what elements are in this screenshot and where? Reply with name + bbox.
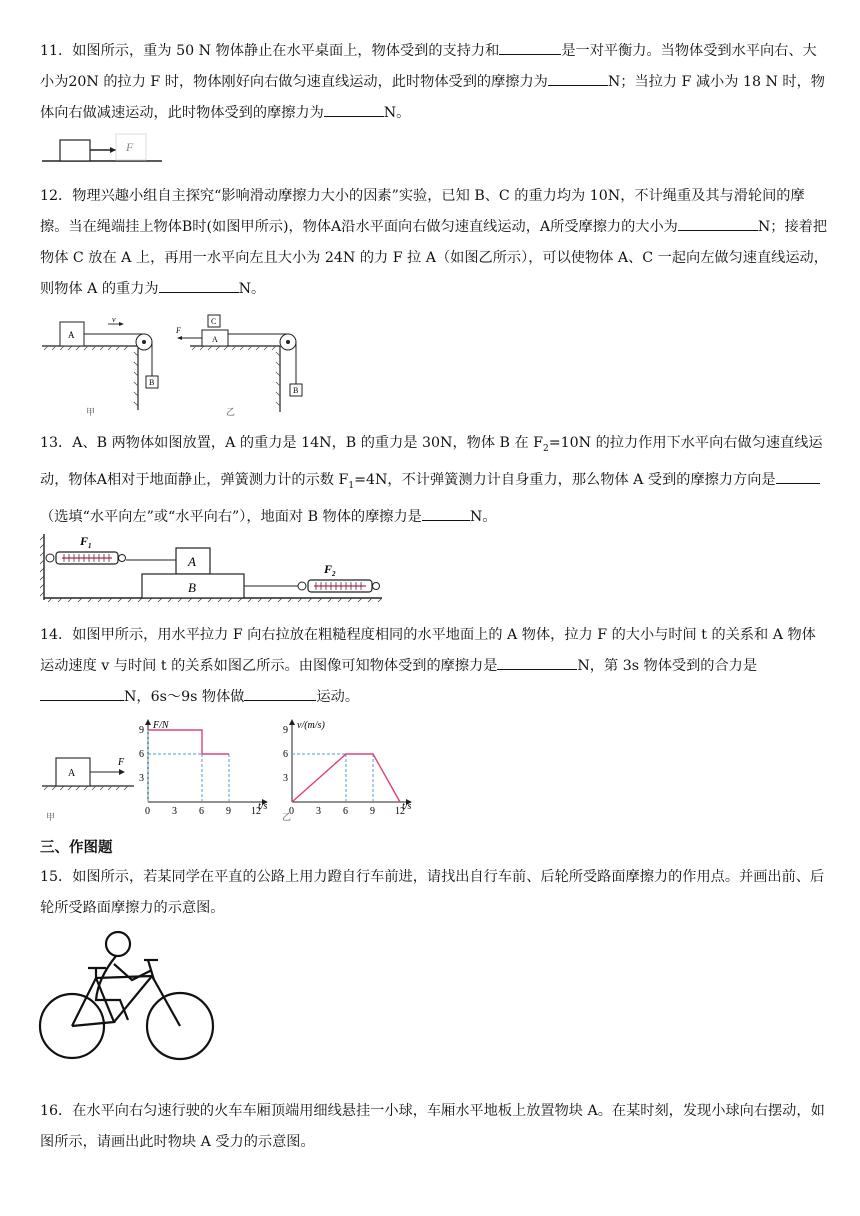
answer-blank[interactable]	[548, 71, 608, 86]
question-11: 11．如图所示，重为 50 N 物体静止在水平桌面上，物体受到的支持力和 是一对平衡力。当物体受到水平向右、大小为20N 的拉力 F 时，物体刚好向右做匀速直线运动，此时物体受到的摩擦力为 N；当拉力 F 减小为 18 N 时，物体向右做减速运动，此时物体受到的摩擦力为 N。	[40, 36, 830, 129]
x-tick-label: 3	[172, 806, 177, 817]
x-axis-label: t/s	[402, 801, 412, 812]
answer-blank[interactable]	[776, 469, 820, 484]
block-a-label: A	[188, 554, 196, 569]
x-tick-label: 6	[199, 806, 204, 817]
force-f1-label: $F_1$	[80, 534, 92, 550]
y-tick-label: 3	[283, 773, 288, 784]
q14-figure	[40, 716, 420, 824]
answer-blank[interactable]	[244, 686, 316, 701]
block-b-label: B	[149, 378, 155, 387]
y-tick-label: 6	[139, 749, 144, 760]
x-tick-label: 9	[370, 806, 375, 817]
y-tick-label: 3	[139, 773, 144, 784]
q12-figure	[40, 312, 340, 418]
fig-caption-yi: 乙	[282, 812, 292, 822]
force-f2-label: $F_2$	[324, 562, 336, 578]
force-time-graph	[139, 719, 268, 817]
series-line	[148, 730, 229, 754]
answer-blank[interactable]	[497, 655, 577, 670]
x-tick-label: 0	[145, 806, 150, 817]
x-tick-label: 0	[289, 806, 294, 817]
force-label: F	[118, 757, 125, 768]
section-heading: 三、作图题	[40, 840, 113, 856]
question-15: 15．如图所示，若某同学在平直的公路上用力蹬自行车前进，请找出自行车前、后轮所受路面摩擦力的作用点。并画出前、后轮所受路面摩擦力的示意图。	[40, 869, 825, 916]
question-12: 12．物理兴趣小组自主探究“影响滑动摩擦力大小的因素”实验，已知 B、C 的重力均为 10N，不计绳重及其与滑轮间的摩擦。当在绳端挂上物体B时(如图甲所示)，物体A沿水平面向右做匀速直线运动，A所受摩擦力的大小为 N；接着把物体 C 放在 A 上，再用一水平向左且大小为 24N 的力 F 拉 A（如图乙所示），可以使物体 A、C 一起向左做匀速直线运动，则物体 A 的重力为 N。	[40, 188, 828, 297]
rider-head	[106, 932, 130, 956]
q13-figure	[40, 532, 390, 606]
bicycle-figure	[36, 930, 220, 1066]
x-tick-label: 3	[316, 806, 321, 817]
y-axis-label: F/N	[153, 720, 169, 731]
velocity-time-graph	[283, 719, 412, 817]
force-label: F	[126, 140, 134, 154]
question-16: 16．在水平向右匀速行驶的火车车厢顶端用细线悬挂一小球，车厢水平地板上放置物块 A。在某时刻，发现小球向右摆动，如图所示，请画出此时物块 A 受力的示意图。	[40, 1103, 825, 1150]
velocity-label: v	[112, 315, 116, 324]
answer-blank[interactable]	[678, 216, 758, 231]
fig-caption-jia: 甲	[46, 812, 56, 822]
block-b-label: B	[293, 386, 299, 395]
x-axis-label: t/s	[258, 801, 268, 812]
answer-blank[interactable]	[40, 686, 124, 701]
x-tick-label: 12	[395, 806, 405, 817]
y-axis-label: v/(m/s)	[297, 720, 325, 731]
fig-caption-jia: 甲	[86, 407, 96, 417]
y-tick-label: 6	[283, 749, 288, 760]
answer-blank[interactable]	[422, 506, 470, 521]
x-tick-label: 12	[251, 806, 261, 817]
block-a-label: A	[212, 335, 218, 344]
block-b-label: B	[188, 580, 196, 595]
question-13: 13．A、B 两物体如图放置，A 的重力是 14N，B 的重力是 30N，物体 B 在 $F_2=10N$ 的拉力作用下水平向右做匀速直线运动，物体A相对于地面静止，弹簧测力计的示数 $F_1=4N$，不计弹簧测力计自身重力，那么物体 A 受到的摩擦力方向是（选填“水平向左”或“水平向右”），地面对 B 物体的摩擦力是 N。	[40, 435, 823, 525]
x-tick-label: 6	[343, 806, 348, 817]
answer-blank[interactable]	[324, 102, 384, 117]
force-label: F	[176, 326, 181, 335]
block-a-label: A	[68, 768, 76, 779]
question-14: 14．如图甲所示，用水平拉力 F 向右拉放在粗糙程度相同的水平地面上的 A 物体，拉力 F 的大小与时间 t 的关系和 A 物体运动速度 v 与时间 t 的关系如图乙所示。由图像可知物体受到的摩擦力是 N，第 3s 物体受到的合力是N，6s～9s 物体做 运动。	[40, 627, 816, 705]
answer-blank[interactable]	[159, 278, 239, 293]
block-c-label: C	[211, 317, 217, 326]
answer-blank[interactable]	[499, 40, 561, 55]
y-tick-label: 9	[139, 725, 144, 736]
fig-caption-yi: 乙	[226, 407, 236, 417]
y-tick-label: 9	[283, 725, 288, 736]
q11-figure	[40, 128, 170, 170]
block-a-label: A	[68, 330, 75, 340]
x-tick-label: 9	[226, 806, 231, 817]
